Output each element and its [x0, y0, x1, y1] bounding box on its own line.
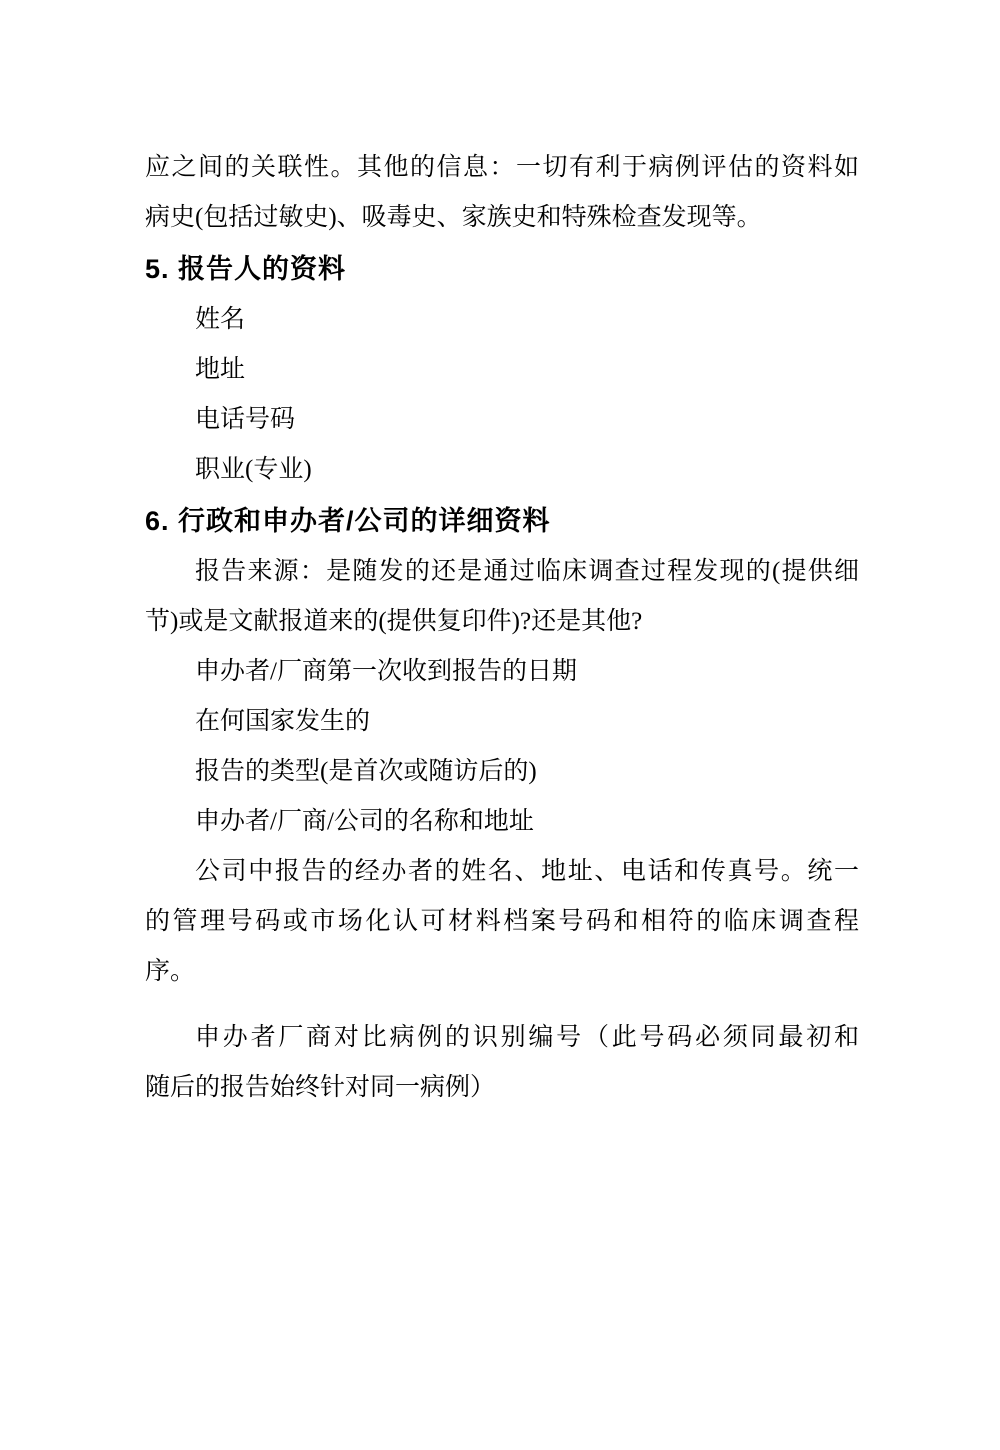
paragraph-line: 报告来源：是随发的还是通过临床调查过程发现的(提供细 — [195, 558, 859, 585]
paragraph-company-contact — [145, 847, 859, 997]
paragraph-report-source — [145, 547, 859, 647]
list-item-report-type: 报告的类型(是首次或随访后的) — [195, 758, 537, 785]
paragraph-line: 申办者厂商对比病例的识别编号（此号码必须同最初和 — [195, 1024, 859, 1051]
paragraph-line: 节)或是文献报道来的(提供复印件)?还是其他? — [145, 608, 643, 635]
paragraph-line: 应之间的关联性。其他的信息：一切有利于病例评估的资料如 — [145, 154, 859, 181]
list-item-country: 在何国家发生的 — [195, 708, 371, 735]
section6-heading: 6. 行政和申办者/公司的详细资料 — [145, 506, 551, 536]
list-item-address: 地址 — [195, 356, 246, 383]
paragraph-line: 的管理号码或市场化认可材料档案号码和相符的临床调查程 — [145, 908, 859, 935]
paragraph-line: 公司中报告的经办者的姓名、地址、电话和传真号。统一 — [195, 858, 859, 885]
section5-heading: 5. 报告人的资料 — [145, 254, 347, 284]
list-item-name: 姓名 — [195, 306, 246, 333]
list-item-occupation: 职业(专业) — [195, 456, 312, 483]
list-item-first-receipt-date: 申办者/厂商第一次收到报告的日期 — [195, 658, 577, 685]
paragraph-continuation — [145, 143, 859, 243]
list-item-phone: 电话号码 — [195, 406, 296, 433]
paragraph-line: 病史(包括过敏史)、吸毒史、家族史和特殊检查发现等。 — [145, 204, 762, 231]
paragraph-case-id — [145, 1013, 859, 1113]
document-body — [145, 143, 859, 1113]
list-item-sponsor-name-address: 申办者/厂商/公司的名称和地址 — [195, 808, 534, 835]
paragraph-line: 序。 — [145, 958, 196, 985]
paragraph-line: 随后的报告始终针对同一病例） — [145, 1074, 496, 1101]
